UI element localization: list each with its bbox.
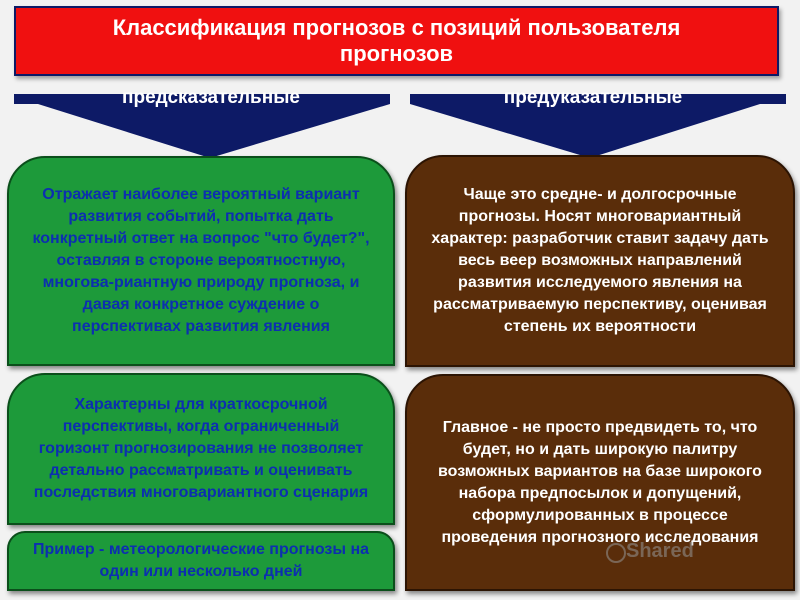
predictive-horizon-box	[7, 373, 395, 525]
prescriptive-description-text: Чаще это средне- и долгосрочные прогнозы. Носят многовариантный характер: разработчик ставит задачу дать весь веер возможных направлений развития исследуемого явления на рассматриваемую перспективу, оценивая степень их вероятности	[431, 186, 769, 335]
prescriptive-main-box	[405, 374, 795, 591]
watermark: Shared	[626, 540, 694, 562]
category-label-right: предуказательные	[503, 87, 683, 108]
predictive-description-box	[7, 156, 395, 366]
predictive-example-text: Пример - метеорологические прогнозы на один или несколько дней	[32, 541, 370, 580]
predictive-horizon-text: Характерны для краткосрочной перспективы, когда ограниченный горизонт прогнозирования не позволяет детально рассматривать и оценивать последствия многовариантного сценария	[33, 396, 369, 501]
page-title	[14, 6, 779, 76]
title-line-1: Классификация прогнозов с позиций пользователя	[112, 15, 681, 40]
prescriptive-main-text: Главное - не просто предвидеть то, что будет, но и дать широкую палитру возможных вариантов на базе широкого набора предпосылок и допущений, сформулированных в процессе проведения прогнозного исследования	[438, 418, 762, 546]
watermark-logo-icon	[606, 543, 626, 563]
prescriptive-description-box	[405, 155, 795, 367]
title-line-2: прогнозов	[339, 41, 454, 66]
category-label-left: предсказательные	[122, 87, 300, 108]
predictive-description-text: Отражает наиболее вероятный вариант развития событий, попытка дать конкретный ответ на вопрос "что будет?", оставляя в стороне вероятностную, многова-риантную природу прогноза, и давая конкретное суждение о перспективах развития явления	[32, 186, 370, 335]
predictive-example-box	[7, 531, 395, 591]
